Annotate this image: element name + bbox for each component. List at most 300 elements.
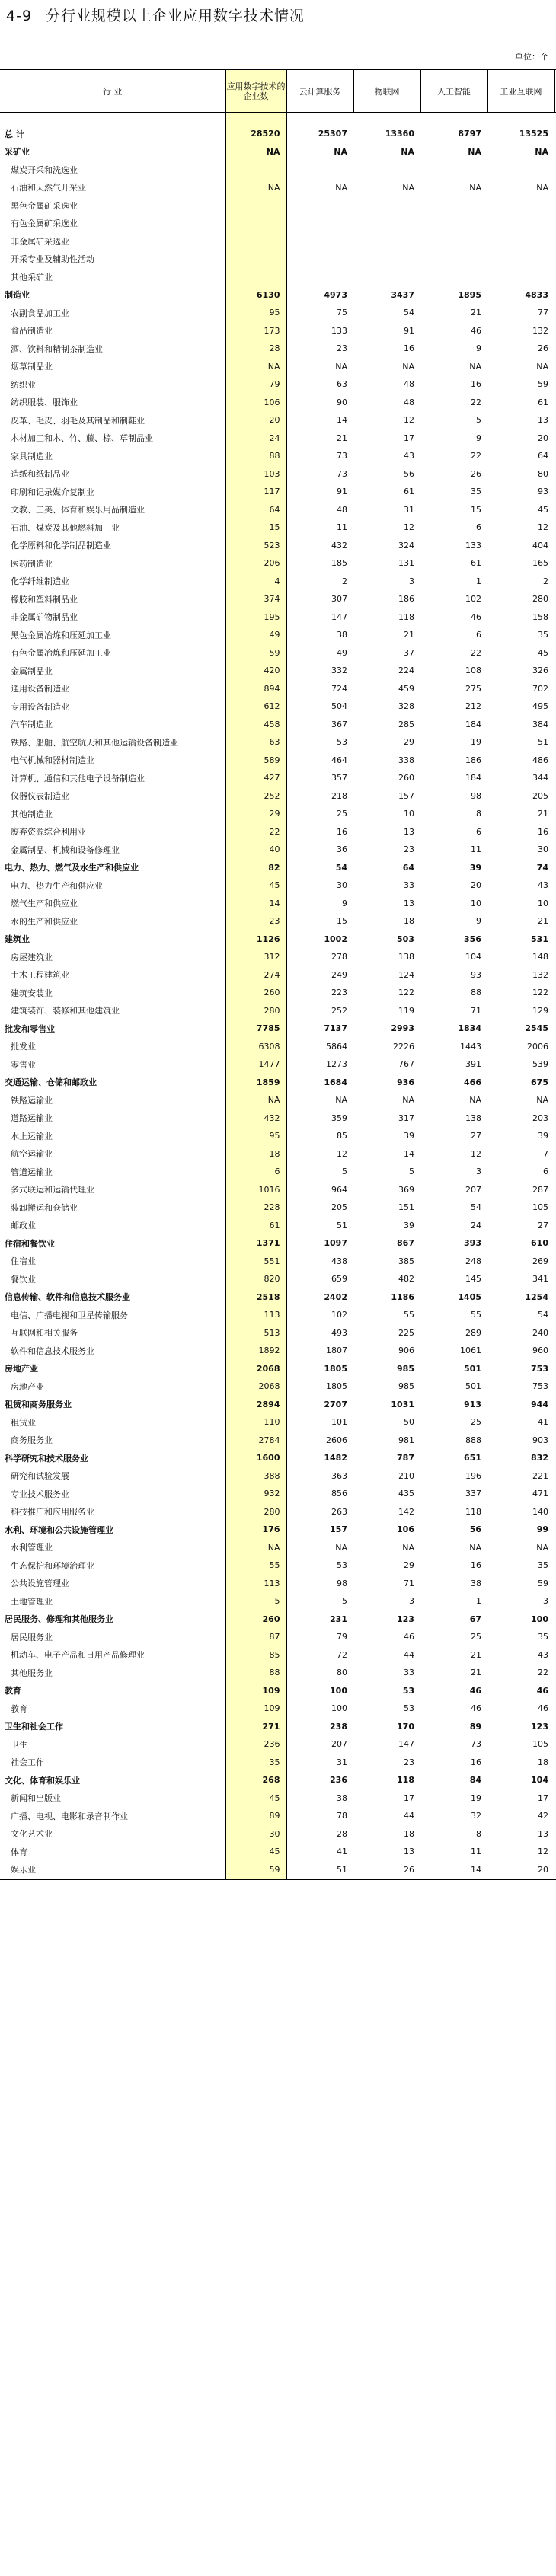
- table-row: [0, 1234, 556, 1253]
- row-value: 13525: [519, 129, 548, 139]
- row-value: 531: [531, 934, 548, 944]
- row-value: 13: [404, 826, 414, 837]
- row-label: 水上运输业: [11, 1131, 53, 1141]
- row-value: 207: [331, 1739, 347, 1750]
- row-value: 459: [398, 683, 414, 694]
- row-value: 36: [337, 844, 347, 855]
- row-value: 78: [337, 1811, 347, 1821]
- row-value: 24: [471, 1220, 481, 1231]
- row-label: 租赁业: [11, 1417, 36, 1428]
- row-value: 55: [471, 1310, 481, 1320]
- row-label: 有色金属矿采选业: [11, 219, 78, 229]
- row-value: 30: [538, 844, 548, 855]
- table-row: [0, 1575, 556, 1593]
- row-value: 225: [398, 1327, 414, 1338]
- row-value: 29: [225, 805, 286, 823]
- row-value: [420, 161, 487, 179]
- row-value: 48: [337, 504, 347, 515]
- row-value: 53: [337, 1560, 347, 1571]
- row-label: 建筑安装业: [11, 988, 53, 998]
- row-value: 132: [532, 969, 548, 980]
- table-row: [0, 1754, 556, 1772]
- row-value: 2: [342, 576, 347, 586]
- row-value: NA: [225, 358, 286, 376]
- row-value: 196: [465, 1470, 481, 1481]
- table-row: [0, 626, 556, 644]
- row-value: 98: [471, 790, 481, 801]
- row-value: 20: [538, 433, 548, 443]
- row-value: 388: [225, 1467, 286, 1486]
- row-value: 7785: [225, 1020, 286, 1038]
- table-row: [0, 1503, 556, 1521]
- row-value: 118: [465, 1506, 481, 1517]
- row-value: 205: [532, 790, 548, 801]
- table-row: [0, 394, 556, 412]
- row-value: 151: [398, 1202, 414, 1213]
- row-value: 35: [538, 1632, 548, 1642]
- row-value: 275: [465, 683, 481, 694]
- row-value: 205: [331, 1202, 347, 1213]
- row-value: 186: [398, 594, 414, 605]
- row-value: 43: [538, 880, 548, 891]
- row-value: 29: [404, 1560, 414, 1571]
- row-value: 109: [225, 1700, 286, 1718]
- table-row: [0, 1539, 556, 1557]
- row-value: 22: [471, 451, 481, 461]
- row-value: 71: [471, 1005, 481, 1016]
- row-value: 82: [225, 859, 286, 877]
- row-value: 72: [337, 1649, 347, 1660]
- row-value: 173: [225, 322, 286, 340]
- row-value: 493: [331, 1327, 347, 1338]
- row-value: 15: [471, 504, 481, 515]
- data-table: [0, 69, 556, 1880]
- row-label: 铁路运输业: [11, 1095, 53, 1106]
- header-industrial-internet: 工业互联网: [487, 69, 554, 113]
- table-row: [0, 1324, 556, 1342]
- row-value: 45: [538, 504, 548, 515]
- row-value: 19: [471, 1792, 481, 1803]
- row-value: 61: [225, 1217, 286, 1235]
- row-value: 369: [398, 1184, 414, 1195]
- row-label: 水利、环境和公共设施管理业: [5, 1524, 113, 1535]
- row-value: 99: [536, 1524, 548, 1535]
- table-row: [0, 1217, 556, 1235]
- row-value: 1859: [225, 1074, 286, 1092]
- table-row: [0, 1306, 556, 1324]
- row-label: 社会工作: [11, 1757, 44, 1768]
- row-value: 61: [471, 558, 481, 569]
- row-value: 43: [538, 1649, 548, 1660]
- row-value: 224: [398, 666, 414, 676]
- row-value: 53: [402, 1685, 414, 1696]
- row-value: 328: [398, 701, 414, 712]
- row-value: 98: [337, 1578, 347, 1588]
- row-value: 280: [532, 594, 548, 605]
- table-row: [0, 1109, 556, 1128]
- row-value: 964: [331, 1184, 347, 1195]
- row-value: 702: [532, 683, 548, 694]
- row-value: 26: [353, 1861, 420, 1880]
- row-value: 1031: [391, 1399, 414, 1409]
- row-label: 专用设备制造业: [11, 701, 69, 712]
- table-row: [0, 537, 556, 555]
- row-value: 18: [404, 1828, 414, 1839]
- row-value: 5864: [326, 1041, 347, 1052]
- row-value: 9: [476, 343, 481, 354]
- row-value: 2993: [391, 1023, 414, 1034]
- table-row: [0, 161, 556, 179]
- row-label: 道路运输业: [11, 1113, 53, 1124]
- row-label: 电信、广播电视和卫星传输服务: [11, 1310, 128, 1320]
- row-value: 50: [404, 1417, 414, 1428]
- row-value: 12: [538, 522, 548, 533]
- row-value: 5: [409, 1167, 414, 1177]
- row-value: 18: [538, 1757, 548, 1767]
- row-value: 104: [465, 952, 481, 962]
- row-value: 35: [538, 630, 548, 640]
- row-value: 88: [471, 988, 481, 998]
- row-value: 1254: [525, 1291, 548, 1302]
- row-value: 46: [404, 1632, 414, 1642]
- row-value: 39: [404, 1220, 414, 1231]
- table-row: [0, 125, 556, 143]
- row-value: 332: [331, 666, 347, 676]
- row-value: 1126: [225, 930, 286, 949]
- row-value: 252: [225, 787, 286, 806]
- row-value: 102: [465, 594, 481, 605]
- row-value: 46: [471, 325, 481, 336]
- table-row: [0, 501, 556, 519]
- row-label: 研究和试验发展: [11, 1471, 69, 1482]
- row-value: 767: [398, 1059, 414, 1070]
- row-value: 212: [465, 701, 481, 712]
- row-value: 18: [404, 916, 414, 927]
- row-value: 46: [471, 1703, 481, 1714]
- table-row: [0, 268, 556, 286]
- row-value: 15: [337, 916, 347, 927]
- row-value: 501: [464, 1363, 481, 1374]
- table-number: 4-9: [6, 8, 33, 24]
- row-value: 495: [532, 701, 548, 712]
- row-label: 多式联运和运输代理业: [11, 1185, 94, 1195]
- row-value: 6: [476, 630, 481, 640]
- row-value: 12: [337, 1148, 347, 1159]
- row-value: 2: [543, 576, 548, 586]
- row-value: 523: [225, 537, 286, 555]
- table-row: [0, 1700, 556, 1718]
- table-row: [0, 733, 556, 752]
- table-row: [0, 805, 556, 823]
- table-row: [0, 859, 556, 877]
- row-value: 147: [331, 611, 347, 622]
- row-value: 5: [476, 415, 481, 426]
- row-value: 280: [225, 1002, 286, 1020]
- row-value: 612: [225, 697, 286, 716]
- row-label: 医药制造业: [11, 558, 53, 569]
- table-row: [0, 1467, 556, 1486]
- row-value: 176: [225, 1521, 286, 1539]
- row-value: [487, 268, 554, 286]
- row-value: 133: [465, 540, 481, 551]
- row-value: 26: [471, 468, 481, 479]
- row-label: 木材加工和木、竹、藤、棕、草制品业: [11, 433, 153, 444]
- row-value: 48: [404, 379, 414, 390]
- row-value: 80: [337, 1668, 347, 1678]
- row-value: 13: [538, 1828, 548, 1839]
- row-value: NA: [536, 1095, 548, 1106]
- row-value: 59: [225, 1861, 286, 1880]
- row-value: [225, 232, 286, 251]
- row-label: 零售业: [11, 1059, 36, 1070]
- row-value: [353, 232, 420, 251]
- row-value: 1002: [324, 934, 347, 944]
- row-value: 32: [471, 1811, 481, 1821]
- table-title: 分行业规模以上企业应用数字技术情况: [46, 8, 305, 24]
- table-row: [0, 1825, 556, 1843]
- table-row: [0, 752, 556, 770]
- table-row: [0, 375, 556, 394]
- row-label: 邮政业: [11, 1221, 36, 1231]
- row-value: 6: [476, 826, 481, 837]
- row-value: 23: [404, 844, 414, 855]
- row-value: 3: [476, 1167, 481, 1177]
- table-row: [0, 930, 556, 949]
- row-value: 753: [532, 1381, 548, 1392]
- row-value: 40: [225, 841, 286, 859]
- row-label: 教育: [5, 1686, 21, 1697]
- table-row: [0, 1789, 556, 1808]
- row-value: 248: [465, 1256, 481, 1266]
- row-label: 住宿和餐饮业: [5, 1238, 55, 1249]
- table-row: [0, 1055, 556, 1074]
- row-value: 13: [404, 1847, 414, 1857]
- row-value: [487, 196, 554, 215]
- row-value: 856: [331, 1489, 347, 1499]
- row-value: 80: [538, 468, 548, 479]
- table-row: [0, 1592, 556, 1610]
- row-label: 水利管理业: [11, 1543, 53, 1553]
- row-value: 228: [225, 1199, 286, 1217]
- row-value: 41: [538, 1417, 548, 1428]
- row-value: 3: [409, 576, 414, 586]
- table-row: [0, 1038, 556, 1056]
- row-value: 2545: [525, 1023, 548, 1034]
- row-value: 589: [225, 752, 286, 770]
- row-value: 6308: [225, 1038, 286, 1056]
- table-row: [0, 966, 556, 985]
- row-value: 157: [330, 1524, 347, 1535]
- row-value: 100: [330, 1685, 347, 1696]
- row-value: 42: [538, 1811, 548, 1821]
- row-value: 285: [398, 719, 414, 729]
- row-value: 21: [337, 433, 347, 443]
- table-row: [0, 1843, 556, 1861]
- row-value: 14: [337, 415, 347, 426]
- row-value: 16: [471, 1560, 481, 1571]
- row-value: 16: [538, 826, 548, 837]
- row-value: 22: [471, 397, 481, 407]
- row-label: 文化、体育和娱乐业: [5, 1775, 80, 1786]
- row-value: 45: [225, 876, 286, 895]
- table-row: [0, 769, 556, 787]
- row-value: [420, 268, 487, 286]
- row-label: 黑色金属矿采选业: [11, 200, 78, 211]
- page-title: [6, 5, 305, 25]
- table-row: [0, 1718, 556, 1736]
- row-value: NA: [469, 1095, 481, 1106]
- row-label: 卫生和社会工作: [5, 1722, 63, 1732]
- row-value: 44: [404, 1811, 414, 1821]
- row-label: 娱乐业: [0, 1861, 225, 1880]
- row-value: 221: [532, 1470, 548, 1481]
- row-label: 居民服务、修理和其他服务业: [5, 1614, 113, 1625]
- row-value: 64: [402, 862, 414, 873]
- row-value: 21: [471, 1649, 481, 1660]
- row-value: 1273: [326, 1059, 347, 1070]
- row-value: 184: [465, 773, 481, 784]
- row-value: 16: [471, 379, 481, 390]
- row-value: 432: [225, 1109, 286, 1128]
- row-label: 航空运输业: [11, 1149, 53, 1160]
- row-value: 21: [471, 308, 481, 318]
- row-label: 食品制造业: [11, 326, 53, 337]
- row-value: 147: [398, 1739, 414, 1750]
- row-value: [286, 196, 353, 215]
- row-value: 17: [538, 1792, 548, 1803]
- row-value: 466: [464, 1077, 481, 1087]
- table-row: [0, 841, 556, 859]
- row-value: 1834: [458, 1023, 481, 1034]
- table-row: [0, 411, 556, 429]
- row-label: 皮革、毛皮、羽毛及其制品和制鞋业: [11, 415, 145, 426]
- row-value: 59: [538, 379, 548, 390]
- row-value: 432: [331, 540, 347, 551]
- table-row: [0, 554, 556, 573]
- row-value: 33: [404, 1668, 414, 1678]
- row-value: [286, 232, 353, 251]
- row-value: 6: [543, 1167, 548, 1177]
- table-row: [0, 447, 556, 465]
- row-label: 房地产业: [11, 1381, 44, 1392]
- row-value: 84: [469, 1775, 481, 1786]
- row-value: 54: [404, 308, 414, 318]
- row-value: 25: [471, 1632, 481, 1642]
- row-value: 158: [532, 611, 548, 622]
- row-label: 互联网和相关服务: [11, 1328, 78, 1339]
- row-value: [353, 161, 420, 179]
- row-value: 59: [538, 1578, 548, 1588]
- row-value: 906: [398, 1345, 414, 1356]
- row-value: 9: [342, 898, 347, 908]
- row-value: 28: [337, 1828, 347, 1839]
- row-value: NA: [335, 1095, 347, 1106]
- row-value: 30: [225, 1825, 286, 1843]
- row-value: 11: [471, 1847, 481, 1857]
- row-value: 102: [331, 1310, 347, 1320]
- row-value: 913: [464, 1399, 481, 1409]
- row-value: 88: [225, 1664, 286, 1682]
- row-value: 56: [404, 468, 414, 479]
- row-label: 煤炭开采和洗选业: [11, 164, 78, 175]
- row-value: 21: [538, 809, 548, 819]
- row-label: 租赁和商务服务业: [5, 1400, 72, 1410]
- row-value: [487, 161, 554, 179]
- row-value: 2068: [225, 1377, 286, 1396]
- row-label: 建筑业: [5, 934, 30, 945]
- row-label: 制造业: [5, 290, 30, 301]
- row-label: 文教、工美、体育和娱乐用品制造业: [11, 505, 145, 516]
- row-value: 28520: [225, 125, 286, 143]
- row-label: 批发和零售业: [5, 1023, 55, 1034]
- row-value: 753: [531, 1363, 548, 1374]
- table-row: [0, 1181, 556, 1199]
- row-value: 482: [398, 1274, 414, 1285]
- row-value: 486: [532, 755, 548, 765]
- row-value: 157: [398, 790, 414, 801]
- row-value: 100: [531, 1614, 548, 1624]
- header-digital-enterprises: 应用数字技术的企业数: [225, 69, 286, 113]
- row-value: [286, 161, 353, 179]
- row-value: 186: [465, 755, 481, 765]
- row-label: 房屋建筑业: [11, 952, 53, 962]
- row-value: NA: [335, 1542, 347, 1553]
- row-value: 287: [532, 1184, 548, 1195]
- row-label: 石油和天然气开采业: [11, 183, 86, 193]
- row-value: 16: [337, 826, 347, 837]
- row-value: 39: [404, 1131, 414, 1141]
- row-label: 软件和信息技术服务业: [11, 1345, 94, 1356]
- row-value: 236: [225, 1735, 286, 1754]
- row-value: 503: [397, 934, 414, 944]
- row-value: 22: [538, 1668, 548, 1678]
- row-value: 9: [476, 433, 481, 443]
- row-value: 73: [471, 1739, 481, 1750]
- row-value: 1016: [225, 1181, 286, 1199]
- row-value: 51: [286, 1861, 353, 1880]
- row-value: 539: [532, 1059, 548, 1070]
- row-value: 45: [225, 1789, 286, 1808]
- row-value: 1477: [225, 1055, 286, 1074]
- table-row: [0, 1413, 556, 1432]
- row-value: 981: [398, 1435, 414, 1445]
- table-row: [0, 876, 556, 895]
- row-value: 11: [471, 844, 481, 855]
- row-value: 51: [538, 737, 548, 748]
- table-row: [0, 716, 556, 734]
- row-value: 1186: [391, 1291, 414, 1302]
- table-row: [0, 1485, 556, 1503]
- row-label: 燃气生产和供应业: [11, 899, 78, 909]
- row-value: NA: [335, 182, 347, 193]
- row-label: 采矿业: [5, 147, 30, 158]
- row-label: 化学原料和化学制品制造业: [11, 541, 111, 551]
- row-value: 23: [225, 912, 286, 930]
- table-row: [0, 286, 556, 305]
- row-label: 交通运输、仓储和邮政业: [5, 1077, 97, 1088]
- table-row: [0, 1682, 556, 1700]
- row-value: 357: [331, 773, 347, 784]
- row-label: 非金属矿采选业: [11, 236, 69, 247]
- row-value: 35: [225, 1754, 286, 1772]
- row-value: 31: [337, 1757, 347, 1767]
- row-label: 废弃资源综合利用业: [11, 827, 86, 838]
- row-value: 8: [476, 1828, 481, 1839]
- row-value: 13: [404, 898, 414, 908]
- row-value: 123: [397, 1614, 414, 1624]
- row-value: [353, 268, 420, 286]
- row-label: 生态保护和环境治理业: [11, 1560, 94, 1571]
